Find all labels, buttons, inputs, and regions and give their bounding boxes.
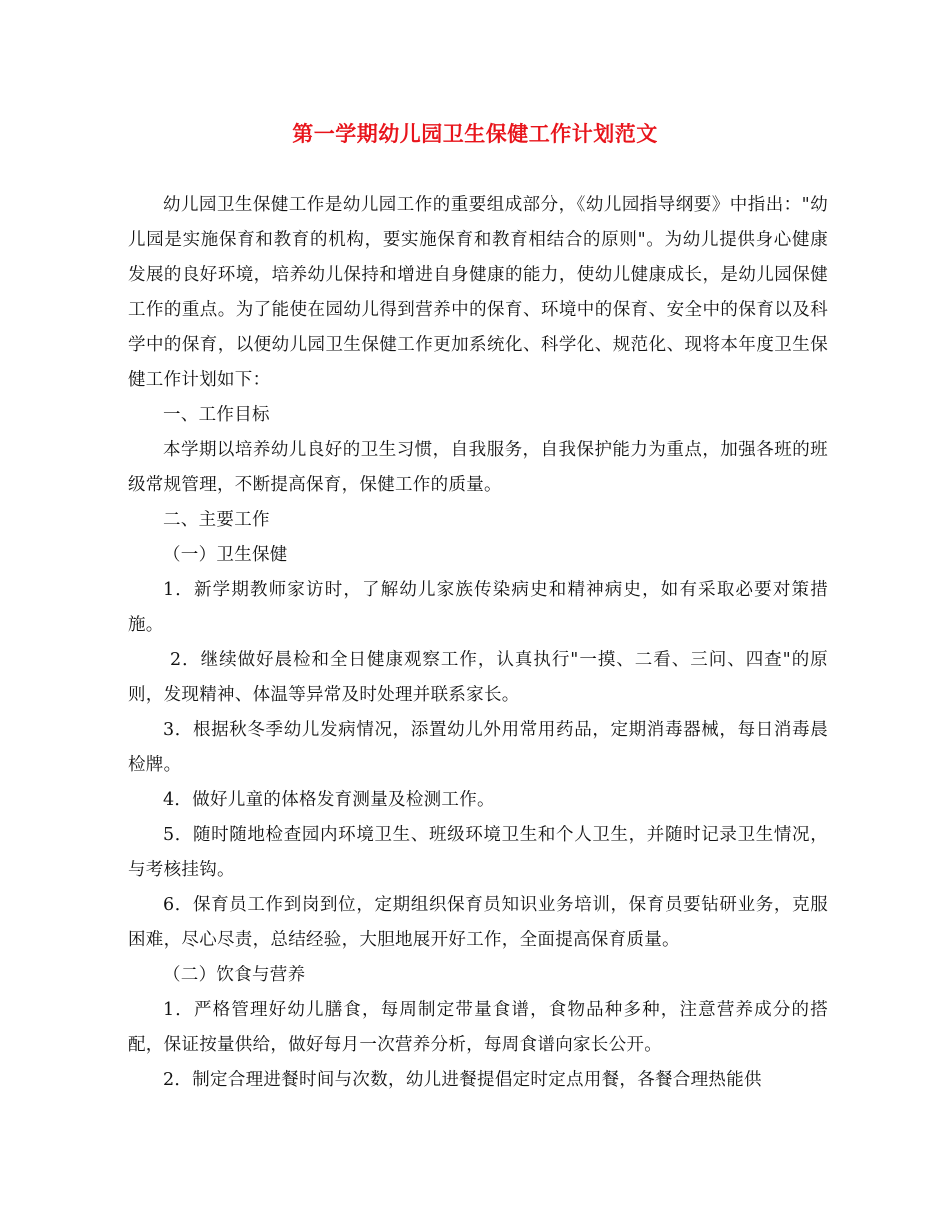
list-item: 5．随时随地检查园内环境卫生、班级环境卫生和个人卫生，并随时记录卫生情况，与考核挂钩。 bbox=[128, 825, 828, 880]
section-heading: 一、工作目标 bbox=[163, 405, 270, 425]
paragraph: 幼儿园卫生保健工作是幼儿园工作的重要组成部分，《幼儿园指导纲要》中指出："幼儿园是实施保育和教育的机构，要实施保育和教育相结合的原则"。为幼儿提供身心健康发展的良好环境，培养幼儿保持和增进自身健康的能力，使幼儿健康成长，是幼儿园保健工作的重点。为了能使在园幼儿得到营养中的保育、环境中的保育、安全中的保育以及科学中的保育，以便幼儿园卫生保健工作更加系统化、科学化、规范化、现将本年度卫生保健工作计划如下： bbox=[128, 195, 828, 390]
paragraph: 本学期以培养幼儿良好的卫生习惯，自我服务，自我保护能力为重点，加强各班的班级常规管理，不断提高保育，保健工作的质量。 bbox=[128, 440, 828, 495]
list-item: 1．新学期教师家访时，了解幼儿家族传染病史和精神病史，如有采取必要对策措施。 bbox=[128, 580, 828, 635]
list-item: 4．做好儿童的体格发育测量及检测工作。 bbox=[163, 790, 495, 810]
document-body bbox=[128, 188, 828, 1098]
list-item: 3．根据秋冬季幼儿发病情况，添置幼儿外用常用药品，定期消毒器械，每日消毒晨检牌。 bbox=[128, 720, 828, 775]
list-item: 2．制定合理进餐时间与次数，幼儿进餐提倡定时定点用餐，各餐合理热能供 bbox=[163, 1070, 762, 1090]
section-heading: 二、主要工作 bbox=[163, 510, 270, 530]
list-item: 6．保育员工作到岗到位，定期组织保育员知识业务培训，保育员要钻研业务，克服困难，尽心尽责，总结经验，大胆地展开好工作，全面提高保育质量。 bbox=[128, 895, 828, 950]
subsection-heading: （二）饮食与营养 bbox=[163, 965, 306, 985]
document-title: 第一学期幼儿园卫生保健工作计划范文 bbox=[292, 121, 658, 146]
list-item: 1．严格管理好幼儿膳食，每周制定带量食谱，食物品种多种，注意营养成分的搭配，保证按量供给，做好每月一次营养分析，每周食谱向家长公开。 bbox=[128, 1000, 828, 1055]
subsection-heading: （一）卫生保健 bbox=[163, 545, 288, 565]
list-item: 2．继续做好晨检和全日健康观察工作，认真执行"一摸、二看、三问、四查"的原则，发现精神、体温等异常及时处理并联系家长。 bbox=[128, 650, 828, 705]
